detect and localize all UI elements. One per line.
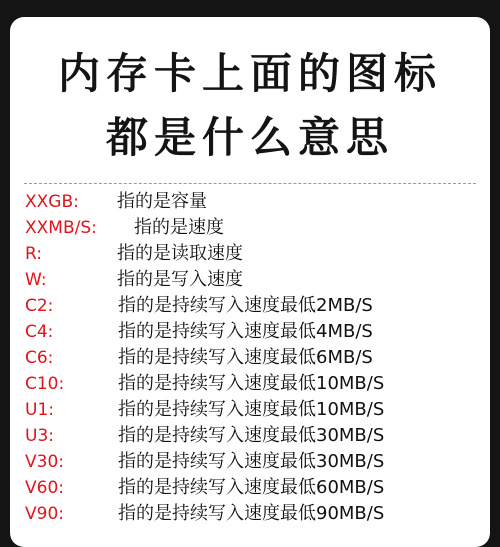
item-code: U1:: [25, 400, 54, 420]
list-item: [10, 215, 490, 241]
item-desc: 指的是速度: [134, 217, 224, 238]
item-code: V30:: [25, 452, 64, 472]
item-desc: 指的是持续写入速度最低6MB/S: [118, 347, 373, 368]
item-code: C4:: [25, 322, 54, 342]
item-desc: 指的是持续写入速度最低30MB/S: [118, 451, 385, 472]
item-code: V90:: [25, 504, 64, 524]
list-item: [10, 267, 490, 293]
list-item: [10, 241, 490, 267]
item-code: XXGB:: [25, 192, 79, 212]
item-code: XXMB/S:: [25, 218, 97, 238]
info-card: [10, 17, 490, 547]
list-item: [10, 189, 490, 215]
item-desc: 指的是持续写入速度最低10MB/S: [118, 373, 385, 394]
item-desc: 指的是持续写入速度最低90MB/S: [118, 503, 385, 524]
item-code: C2:: [25, 296, 54, 316]
list-item: [10, 319, 490, 345]
item-desc: 指的是持续写入速度最低2MB/S: [118, 295, 373, 316]
list-item: [10, 293, 490, 319]
item-desc: 指的是容量: [117, 191, 207, 212]
dashed-divider: [24, 183, 476, 184]
item-desc: 指的是持续写入速度最低10MB/S: [118, 399, 385, 420]
title-line-1: 内存卡上面的图标: [57, 49, 442, 98]
item-code: V60:: [25, 478, 64, 498]
item-code: C10:: [25, 374, 65, 394]
item-desc: 指的是读取速度: [117, 243, 243, 264]
list-item: [10, 345, 490, 371]
item-code: C6:: [25, 348, 54, 368]
list-item: [10, 475, 490, 501]
item-code: U3:: [25, 426, 54, 446]
item-code: R:: [25, 244, 43, 264]
list-item: [10, 423, 490, 449]
list-item: [10, 449, 490, 475]
list-item: [10, 371, 490, 397]
list-item: [10, 501, 490, 527]
item-desc: 指的是持续写入速度最低4MB/S: [118, 321, 373, 342]
title-line-2: 都是什么意思: [105, 113, 394, 162]
item-desc: 指的是写入速度: [117, 269, 243, 290]
item-code: W:: [25, 270, 47, 290]
list-item: [10, 397, 490, 423]
item-desc: 指的是持续写入速度最低60MB/S: [118, 477, 385, 498]
item-desc: 指的是持续写入速度最低30MB/S: [118, 425, 385, 446]
